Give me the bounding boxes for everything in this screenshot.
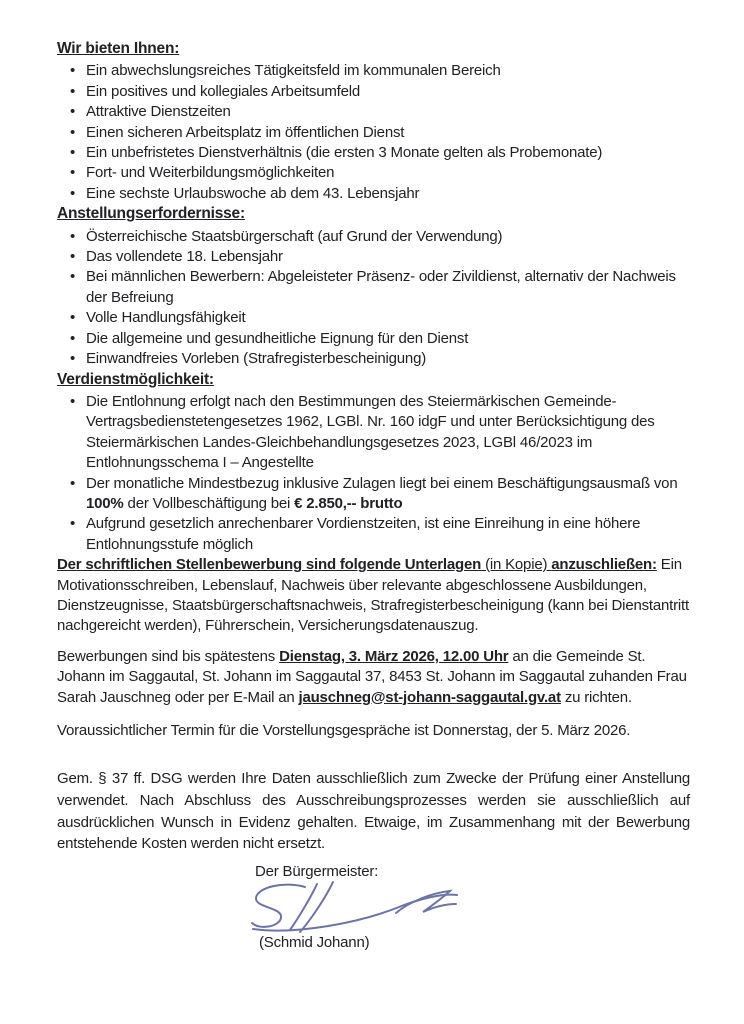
- documents-heading: [57, 556, 657, 573]
- list-item: • Volle Handlungsfähigkeit: [57, 308, 690, 328]
- list-item: • Attraktive Dienstzeiten: [57, 102, 690, 122]
- list-item: • Das vollendete 18. Lebensjahr: [57, 247, 690, 267]
- privacy-note: Gem. § 37 ff. DSG werden Ihre Daten ausschließlich zum Zwecke der Prüfung einer Anstellung verwendet. Nach Abschluss des Ausschreibungsprozesses werden sie ausschließlich auf ausdrücklichen Wunsch in Evidenz gehalten. Etwaige, im Zusammenhang mit der Bewerbung entstehende Kosten werden nicht ersetzt.: [57, 770, 690, 853]
- list-item: • Aufgrund gesetzlich anrechenbarer Vordienstzeiten, ist eine Einreihung in eine höhere Entlohnungsstufe möglich: [57, 514, 690, 555]
- application-deadline: Dienstag, 3. März 2026, 12.00 Uhr: [279, 647, 509, 665]
- interview-note: Voraussichtlicher Termin für die Vorstellungsgespräche ist Donnerstag, der 5. März 2026.: [57, 722, 631, 739]
- documents-body: Ein Motivationsschreiben, Lebenslauf, Nachweis über relevante abgeschlossene Ausbildungen, Dienstzeugnisse, Staatsbürgerschaftsnachweis, Strafregisterbescheinigung (kann bei Dienstantritt nachgereicht werden), Führerschein, Versicherungsdatenauszug.: [57, 556, 689, 635]
- salary-text: der Vollbeschäftigung bei: [123, 494, 295, 512]
- section-requirements: [57, 204, 690, 369]
- documents-heading-part: anzuschließen:: [551, 556, 657, 574]
- list-item: • Einen sicheren Arbeitsplatz im öffentlichen Dienst: [57, 123, 690, 143]
- closing-block: [57, 862, 690, 954]
- section-salary: [57, 370, 690, 556]
- closing-name: (Schmid Johann): [259, 934, 370, 952]
- salary-heading: Verdienstmöglichkeit:: [57, 370, 214, 388]
- closing-title: Der Bürgermeister:: [255, 862, 379, 880]
- documents-paragraph: [57, 555, 690, 637]
- list-item: [57, 474, 690, 515]
- salary-text: Der monatliche Mindestbezug inklusive Zulagen liegt bei einem Beschäftigungsausmaß von: [86, 474, 678, 492]
- salary-amount: € 2.850,-- brutto: [294, 494, 403, 512]
- section-offer: [57, 39, 690, 204]
- offer-heading: Wir bieten Ihnen:: [57, 40, 180, 57]
- list-item: • Ein abwechslungsreiches Tätigkeitsfeld im kommunalen Bereich: [57, 61, 690, 81]
- application-text: zu richten.: [560, 688, 632, 706]
- application-paragraph: [57, 647, 690, 708]
- application-text: Bewerbungen sind bis spätestens: [57, 647, 280, 665]
- requirements-list: [57, 227, 690, 370]
- list-item: • Die Entlohnung erfolgt nach den Bestimmungen des Steiermärkischen Gemeinde-Vertragsbedienstetengesetzes 1962, LGBl. Nr. 160 idgF und unter Berücksichtigung des Steiermärkischen Landes-Gleichbehandlungsgesetzes 2023, LGBl 46/2023 im Entlohnungsschema I – Angestellte: [57, 392, 690, 474]
- offer-list: [57, 61, 690, 204]
- list-item: • Bei männlichen Bewerbern: Abgeleisteter Präsenz- oder Zivildienst, alternativ der Nachweis der Befreiung: [57, 267, 690, 308]
- list-item: • Fort- und Weiterbildungsmöglichkeiten: [57, 163, 690, 183]
- documents-heading-part: (in Kopie): [481, 556, 552, 574]
- documents-heading-part: Der schriftlichen Stellenbewerbung sind folgende Unterlagen: [57, 556, 482, 574]
- list-item: • Die allgemeine und gesundheitliche Eignung für den Dienst: [57, 329, 690, 349]
- application-email: jauschneg@st-johann-saggautal.gv.at: [298, 688, 561, 706]
- list-item: • Österreichische Staatsbürgerschaft (auf Grund der Verwendung): [57, 227, 690, 247]
- list-item: • Ein unbefristetes Dienstverhältnis (die ersten 3 Monate gelten als Probemonate): [57, 143, 690, 163]
- requirements-heading: Anstellungserfordernisse:: [57, 205, 245, 223]
- list-item: • Einwandfreies Vorleben (Strafregisterbescheinigung): [57, 349, 690, 369]
- application-text: an die Gemeinde St. Johann im Saggautal, St. Johann im Saggautal 37, 8453 St. Johann im Saggautal zuhanden Frau Sarah Jauschneg oder per E-Mail an: [57, 647, 687, 706]
- signature-image: [247, 880, 462, 936]
- list-item: • Eine sechste Urlaubswoche ab dem 43. Lebensjahr: [57, 184, 690, 204]
- salary-list: [57, 392, 690, 555]
- list-item: • Ein positives und kollegiales Arbeitsumfeld: [57, 82, 690, 102]
- salary-percent: 100%: [86, 494, 124, 512]
